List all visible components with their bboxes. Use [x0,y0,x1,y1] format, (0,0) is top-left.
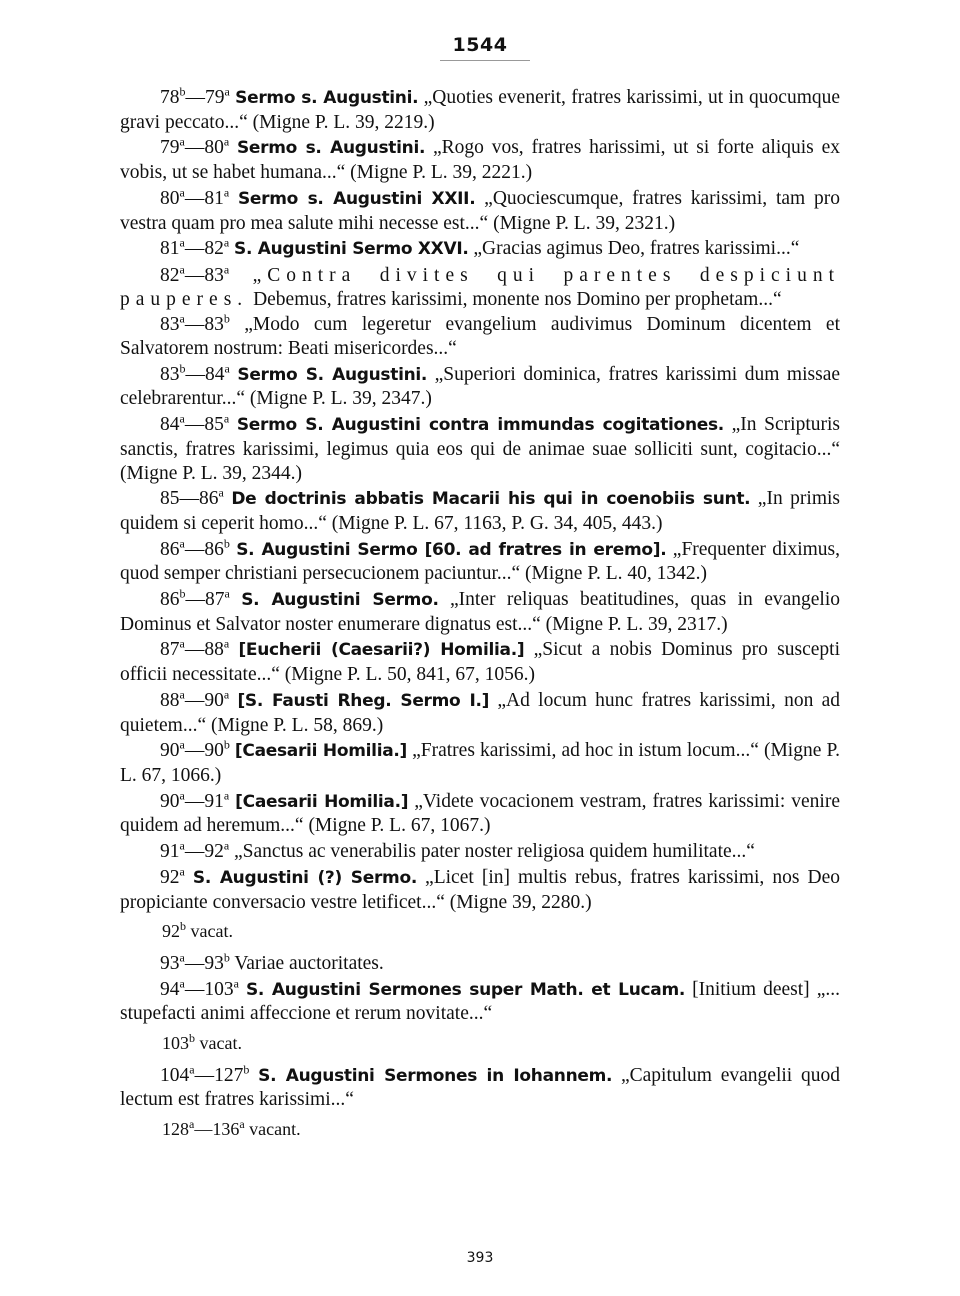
folio-end: 90 [204,740,224,762]
folio-start-side: a [189,1117,195,1132]
folio-end-side: a [223,185,230,200]
entry-text: [Initium deest] „... stupefacti animi affeccione et rerum novitate...“ [120,978,841,1025]
folio-start: 94 [160,978,180,1000]
entry-text: vacat. [186,921,233,942]
folio-start: 128 [162,1119,189,1140]
catalogue-entry [120,136,840,184]
folio-end-side: b [243,1062,250,1077]
catalogue-entry [120,790,840,838]
folio-range: 128$^a$—136$^a$ [162,1117,245,1140]
folio-start-side: a [179,262,185,277]
entry-text: „Quociescumque, fratres karissimi, tam pro vestra quam pro mea salute mihi necesse est...“ (Migne P. L. 39, 2321.) [120,187,841,234]
folio-end-side: b [223,311,230,326]
entry-title: De doctrinis abbatis Macarii his qui in coenobiis sunt. [231,489,751,510]
folio-end-side: b [223,950,230,965]
folio-end: 91 [204,790,224,812]
entry-text: Variae auctoritates. [229,952,384,974]
folio-range: 80$^a$—81$^a$ [160,185,230,209]
catalogue-entry [120,237,840,262]
entry-text: „Sicut a nobis Dominus pro suscepti officii necessitate...“ (Migne P. L. 50, 841, 67, 1056.) [120,639,840,686]
folio-end-side: a [223,636,230,651]
catalogue-entry [120,363,840,411]
folio-start-side: a [179,737,185,752]
folio-start: 87 [160,639,180,661]
entry-text: vacat. [195,1033,242,1054]
entry-title: Sermo S. Augustini. [237,364,428,385]
folio-start-side: a [179,411,185,426]
folio-start: 82 [160,264,180,286]
folio-start: 86 [160,589,180,611]
entry-title: Sermo s. Augustini. [236,138,426,159]
entry-title: [S. Fausti Rheg. Sermo I.] [237,690,490,711]
folio-end-side: a [224,361,230,376]
entry-incipit-spaced: „Contra divites qui parentes despiciunt pauperes. [120,264,840,310]
entry-text: „Sanctus ac venerabilis pater noster religiosa quidem humilitate...“ [229,841,755,863]
folio-range: 81$^a$—82$^a$ [160,235,230,260]
folio-start-side: a [179,536,185,551]
folio-end-side: b [223,536,230,551]
folio-range: 87$^a$—88$^a$ [160,636,230,661]
folio-start: 92 [160,866,180,888]
folio-start-side: a [179,864,185,879]
folio-start: 93 [160,952,180,974]
folio-start-side: a [179,788,185,803]
folio-range: 79$^a$—80$^a$ [160,134,230,159]
folio-range [162,1033,195,1053]
folio-start-side: a [179,134,185,149]
folio-start: 103 [162,1033,189,1054]
catalogue-entry [120,866,840,914]
folio-end-side: a [223,788,230,803]
folio-range [160,864,185,888]
catalogue-entry [120,86,840,134]
folio-end: 90 [204,689,224,711]
folio-end: 82 [204,238,224,260]
catalogue-entry [120,487,840,535]
folio-end: 86 [204,538,224,560]
folio-range: 86$^a$—86$^b$ [160,536,230,560]
folio-range: 83$^a$—83$^b$ [160,311,230,336]
entry-text: „In primis quidem si ceperit homo...“ (Migne P. L. 67, 1163, P. G. 34, 405, 443.) [120,488,841,534]
folio-start: 90 [160,790,180,812]
folio-range: 91$^a$—92$^a$ [160,838,230,863]
folio-range: 78$^b$—79$^a$ [160,84,230,108]
folio-start: 85 [160,488,180,510]
entry-text: „In Scripturis sanctis, fratres karissimi, legimus quia eos qui de animae suae solliciti sunt, cogitacio...“ (Migne P. L. 39, 2344.) [120,414,840,484]
folio-start-side: a [189,1062,195,1077]
folio-start-side: b [179,361,186,376]
folio-start-side: b [189,1031,195,1046]
entry-title: S. Augustini Sermo XXVI. [234,239,469,260]
entry-title: S. Augustini Sermones super Math. et Lucam. [245,979,686,1000]
folio-start-side: a [179,185,185,200]
entry-title: Sermo s. Augustini XXII. [237,188,476,209]
catalogue-entry [120,313,840,360]
catalogue-entry [120,1032,840,1056]
folio-start: 78 [160,87,180,108]
entry-title: Sermo s. Augustini. [235,88,419,108]
entry-text: „Quoties evenerit, fratres karissimi, ut in quocumque gravi peccato...“ (Migne P. L. 39, 2219.) [120,87,841,133]
catalogue-entry [120,588,840,636]
folio-end-side: a [223,262,230,277]
folio-start-side: b [179,84,186,99]
folio-end-side: b [223,737,230,752]
entry-title: [Eucherii (Caesarii?) Homilia.] [238,640,525,661]
folio-start-side: a [179,235,185,250]
catalogue-entry [120,689,840,737]
folio-range: 82$^a$—83$^a$ [160,262,230,286]
folio-end: 83 [204,264,224,286]
folio-start: 83 [160,314,180,336]
folio-range: 90$^a$—90$^b$ [160,737,230,762]
folio-end: 103 [204,978,234,1000]
folio-end: 84 [205,363,225,385]
catalogue-entry [120,1064,840,1112]
entry-text: „Rogo vos, fratres harissimi, ut si forte aliquis ex vobis, ut se habet humana...“ (Migne P. L. 39, 2221.) [120,137,840,184]
folio-end: 83 [204,314,224,336]
folio-range: 84$^a$—85$^a$ [160,411,230,436]
folio-end: 85 [204,414,224,436]
folio-end: 136 [212,1119,240,1140]
entry-text: „Licet [in] multis rebus, fratres karissimi, nos Deo propiciante conversacio vestre letificet...“ (Migne 39, 2280.) [120,866,841,913]
entry-title: S. Augustini Sermo. [241,590,439,611]
entry-title: [Caesarii Homilia.] [234,741,408,762]
entry-text: „Ad locum hunc fratres karissimi, non ad quietem...“ (Migne P. L. 58, 869.) [120,689,840,736]
folio-end: 80 [204,137,224,159]
folio-end-side: a [223,838,230,853]
folio-end: 79 [205,87,225,108]
entry-text: „Inter reliquas beatitudines, quas in evangelio Dominus et Salvator noster enumerare dignatus est...“ (Migne P. L. 39, 2317.) [120,589,840,635]
catalogue-entry [120,840,840,864]
folio-range: 86$^b$—87$^a$ [160,586,230,611]
folio-range [162,921,186,941]
folio-end: 88 [204,639,224,661]
folio-start: 83 [160,363,180,385]
page-number-footer: 393 [466,1250,494,1266]
entry-title: S. Augustini Sermo [60. ad fratres in eremo]. [236,539,667,560]
entry-title: S. Augustini Sermones in Iohannem. [258,1065,613,1086]
folio-range: 94$^a$—103$^a$ [160,976,239,1000]
entry-text: Debemus, fratres karissimi, monente nos Domino per prophetam...“ [248,288,782,310]
folio-start-side: a [179,636,185,651]
catalogue-entry [120,264,840,311]
folio-end-side: a [224,84,230,99]
folio-end-side: a [223,134,230,149]
entry-title: Sermo S. Augustini contra immundas cogitationes. [236,415,724,436]
folio-start-side: b [180,919,186,934]
catalogue-entry [120,638,840,686]
folio-range: 90$^a$—91$^a$ [160,788,230,812]
folio-range: 93$^a$—93$^b$ [160,950,230,974]
catalogue-entry [120,538,840,586]
entry-text: „Videte vocacionem vestram, fratres karissimi: venire quidem ad heremum...“ (Migne P. L. 67, 1067.) [120,790,840,837]
folio-start-side: a [179,687,185,702]
catalogue-entry [120,920,840,944]
folio-end: 81 [204,187,224,209]
folio-end: 86 [199,488,219,510]
folio-start: 79 [160,137,180,159]
folio-end-side: a [223,687,230,702]
folio-end-side: a [218,485,224,500]
folio-start: 86 [160,538,180,560]
catalogue-entry [120,1118,840,1142]
catalogue-entry [120,739,840,787]
folio-start-side: b [179,586,186,601]
entry-text: „Superiori dominica, fratres karissimi dum missae celebrarentur...“ (Migne P. L. 39, 2347.) [120,363,840,410]
catalogue-entries [120,86,840,1150]
catalogue-entry [120,978,840,1026]
folio-range: 104$^a$—127$^b$ [160,1062,250,1086]
folio-start-side: a [179,976,185,991]
entry-text: „Capitulum evangelii quod lectum est fratres karissimi...“ [120,1064,840,1111]
entry-text: „Modo cum legeretur evangelium audivimus Dominum dicentem et Salvatorem nostrum: Beati misericordes...“ [120,314,840,360]
folio-start: 80 [160,187,180,209]
folio-start: 92 [162,921,180,942]
entry-title: S. Augustini (?) Sermo. [192,867,417,888]
folio-range: 83$^b$—84$^a$ [160,361,230,385]
folio-range: 88$^a$—90$^a$ [160,687,230,711]
folio-end: 92 [204,841,224,863]
folio-range: 85—86$^a$ [160,485,224,510]
folio-start: 88 [160,689,180,711]
folio-start-side: a [179,311,185,326]
page-number-header: 1544 [452,34,508,56]
folio-end-side: a [223,235,230,250]
folio-start-side: a [179,950,185,965]
entry-title: [Caesarii Homilia.] [235,791,409,812]
folio-start: 104 [160,1064,190,1086]
folio-start: 81 [160,238,180,260]
folio-end: 87 [205,589,225,611]
entry-text: vacant. [244,1119,301,1140]
header-rule [440,60,530,61]
folio-start: 90 [160,740,180,762]
folio-end: 127 [214,1064,244,1086]
folio-end: 93 [204,952,224,974]
folio-start: 84 [160,414,180,436]
catalogue-entry [120,952,840,976]
folio-start: 91 [160,841,180,863]
entry-text: „Fratres karissimi, ad hoc in istum locum...“ (Migne P. L. 67, 1066.) [120,740,841,786]
catalogue-entry [120,413,840,485]
folio-start-side: a [179,838,185,853]
entry-text: „Gracias agimus Deo, fratres karissimi...“ [468,238,800,260]
folio-end-side: a [223,411,230,426]
folio-end-side: a [233,976,239,991]
folio-end-side: a [239,1117,245,1132]
entry-text: „Frequenter diximus, quod semper christiani persecucionem paciuntur...“ (Migne P. L. 40, 1342.) [120,538,841,585]
folio-end-side: a [224,586,230,601]
catalogue-entry [120,187,840,235]
